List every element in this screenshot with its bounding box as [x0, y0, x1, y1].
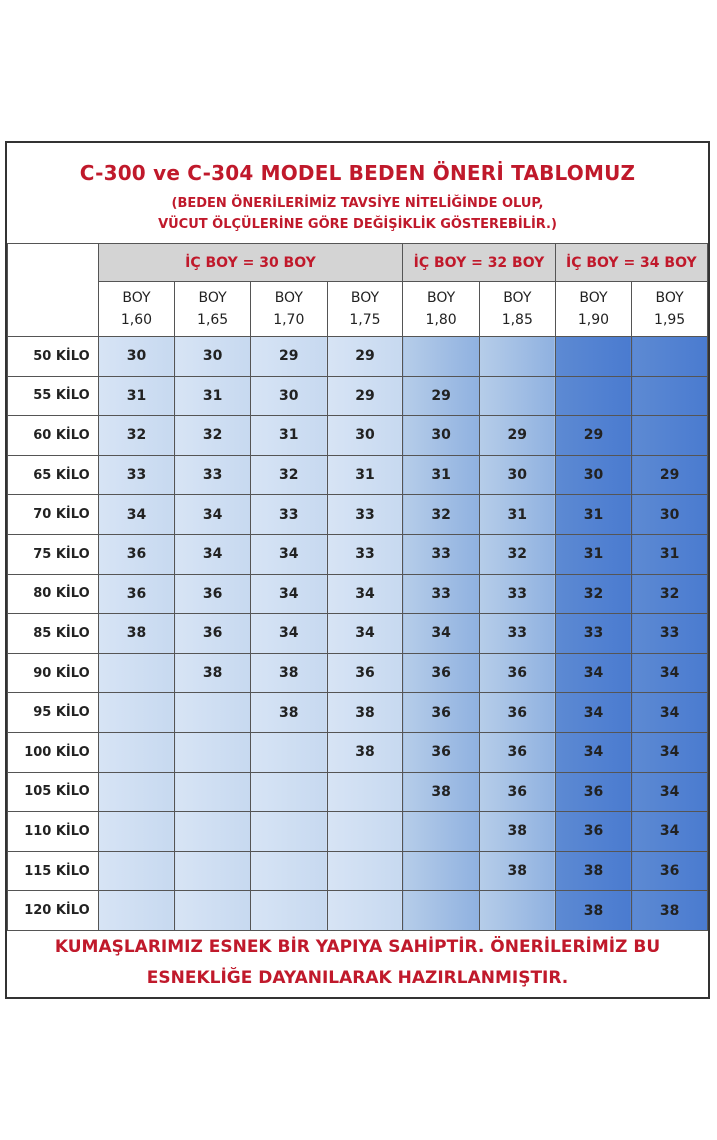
- weight-label: 120 KİLO: [8, 891, 99, 931]
- size-cell: 34: [403, 614, 480, 654]
- height-header-0: [98, 282, 175, 337]
- size-cell: [327, 772, 403, 812]
- size-cell: 31: [632, 534, 708, 574]
- weight-label: 110 KİLO: [8, 812, 99, 852]
- size-cell: 32: [555, 574, 632, 614]
- table-row: [8, 534, 708, 574]
- size-cell: [555, 337, 632, 377]
- height-value: 1,85: [501, 312, 533, 328]
- table-row: [8, 416, 708, 456]
- size-cell: 34: [632, 653, 708, 693]
- size-cell: 34: [175, 495, 251, 535]
- height-header-3: [327, 282, 403, 337]
- size-cell: 36: [479, 653, 555, 693]
- size-cell: [250, 732, 327, 772]
- size-cell: 34: [250, 614, 327, 654]
- weight-label: 50 KİLO: [8, 337, 99, 377]
- size-cell: 31: [327, 455, 403, 495]
- height-value: 1,80: [425, 312, 457, 328]
- size-cell: 34: [555, 732, 632, 772]
- height-value: 1,75: [349, 312, 381, 328]
- height-value: 1,95: [654, 312, 686, 328]
- size-cell: 31: [403, 455, 480, 495]
- size-cell: [175, 693, 251, 733]
- size-cell: 29: [555, 416, 632, 456]
- size-cell: 33: [632, 614, 708, 654]
- weight-label: 85 KİLO: [8, 614, 99, 654]
- height-header-4: [403, 282, 480, 337]
- height-value: 1,60: [120, 312, 153, 328]
- size-cell: 36: [555, 812, 632, 852]
- height-label: BOY: [427, 290, 456, 306]
- size-cell: 36: [403, 653, 480, 693]
- size-cell: 34: [98, 495, 175, 535]
- table-row: [8, 495, 708, 535]
- height-header-7: [632, 282, 708, 337]
- size-cell: 34: [555, 653, 632, 693]
- size-cell: [98, 732, 175, 772]
- size-cell: 33: [403, 574, 480, 614]
- size-cell: 38: [555, 851, 632, 891]
- size-cell: 34: [327, 574, 403, 614]
- table-row: [8, 732, 708, 772]
- height-label: BOY: [655, 290, 684, 306]
- size-cell: 38: [250, 693, 327, 733]
- table-row: [8, 455, 708, 495]
- size-cell: 33: [403, 534, 480, 574]
- group-header-2: İÇ BOY = 34 BOY: [555, 244, 707, 282]
- size-cell: 29: [632, 455, 708, 495]
- height-label: BOY: [198, 290, 227, 306]
- size-cell: 34: [632, 812, 708, 852]
- table-row: [8, 851, 708, 891]
- weight-label: 65 KİLO: [8, 455, 99, 495]
- size-cell: [175, 732, 251, 772]
- size-cell: 36: [327, 653, 403, 693]
- size-cell: 33: [327, 495, 403, 535]
- size-cell: [479, 337, 555, 377]
- size-cell: [175, 851, 251, 891]
- chart-title: C-300 ve C-304 MODEL BEDEN ÖNERİ TABLOMUZ: [79, 161, 636, 185]
- subtitle-line-1: (BEDEN ÖNERİLERİMİZ TAVSİYE NİTELİĞİNDE OLUP,: [171, 196, 544, 211]
- size-cell: [250, 812, 327, 852]
- size-cell: 30: [327, 416, 403, 456]
- size-cell: 29: [327, 337, 403, 377]
- size-cell: [98, 772, 175, 812]
- size-cell: [632, 376, 708, 416]
- size-cell: 34: [632, 693, 708, 733]
- size-cell: 31: [175, 376, 251, 416]
- table-row: [8, 376, 708, 416]
- size-cell: 30: [98, 337, 175, 377]
- size-cell: 29: [250, 337, 327, 377]
- size-cell: 30: [403, 416, 480, 456]
- size-cell: 32: [250, 455, 327, 495]
- height-value: 1,70: [273, 312, 305, 328]
- height-header-5: [479, 282, 555, 337]
- size-cell: [403, 891, 480, 931]
- size-cell: 34: [327, 614, 403, 654]
- size-cell: 36: [555, 772, 632, 812]
- height-header-6: [555, 282, 632, 337]
- weight-label: 60 KİLO: [8, 416, 99, 456]
- size-cell: [98, 693, 175, 733]
- table-row: [8, 614, 708, 654]
- table-row: [8, 772, 708, 812]
- height-value: 1,90: [577, 312, 610, 328]
- size-cell: [250, 891, 327, 931]
- footer-note: [7, 932, 708, 997]
- table-row: [8, 653, 708, 693]
- height-value: 1,65: [197, 312, 229, 328]
- size-cell: 30: [175, 337, 251, 377]
- size-cell: 30: [250, 376, 327, 416]
- size-cell: 38: [175, 653, 251, 693]
- weight-label: 95 KİLO: [8, 693, 99, 733]
- weight-label: 100 KİLO: [8, 732, 99, 772]
- size-cell: 29: [327, 376, 403, 416]
- size-cell: 38: [327, 732, 403, 772]
- size-cell: [98, 812, 175, 852]
- height-label: BOY: [122, 290, 151, 306]
- size-cell: 38: [555, 891, 632, 931]
- size-cell: [327, 812, 403, 852]
- size-cell: 38: [403, 772, 480, 812]
- weight-label: 75 KİLO: [8, 534, 99, 574]
- size-cell: [403, 337, 480, 377]
- table-row: [8, 337, 708, 377]
- table-row: [8, 812, 708, 852]
- size-cell: 36: [98, 574, 175, 614]
- size-cell: 29: [479, 416, 555, 456]
- size-cell: 36: [403, 732, 480, 772]
- size-cell: 34: [250, 534, 327, 574]
- table-row: [8, 693, 708, 733]
- height-label: BOY: [579, 290, 608, 306]
- size-cell: 33: [555, 614, 632, 654]
- size-cell: 34: [632, 772, 708, 812]
- size-cell: 32: [175, 416, 251, 456]
- size-cell: [327, 851, 403, 891]
- size-cell: 36: [632, 851, 708, 891]
- table-row: [8, 574, 708, 614]
- size-table: [7, 243, 708, 931]
- size-cell: 36: [479, 693, 555, 733]
- size-cell: 31: [555, 495, 632, 535]
- size-cell: 36: [98, 534, 175, 574]
- size-cell: [175, 812, 251, 852]
- size-cell: 36: [175, 614, 251, 654]
- size-cell: 33: [250, 495, 327, 535]
- size-cell: 38: [250, 653, 327, 693]
- size-cell: 33: [327, 534, 403, 574]
- height-header-1: [175, 282, 251, 337]
- group-header-1: İÇ BOY = 32 BOY: [403, 244, 555, 282]
- size-cell: 38: [479, 812, 555, 852]
- group-header-0: İÇ BOY = 30 BOY: [98, 244, 403, 282]
- size-cell: 31: [98, 376, 175, 416]
- size-cell: 32: [632, 574, 708, 614]
- weight-label: 115 KİLO: [8, 851, 99, 891]
- weight-label: 80 KİLO: [8, 574, 99, 614]
- size-cell: [175, 772, 251, 812]
- group-header-row: [8, 244, 708, 282]
- size-cell: [327, 891, 403, 931]
- size-cell: [479, 891, 555, 931]
- title-block: [7, 143, 708, 243]
- size-cell: [98, 891, 175, 931]
- size-cell: 30: [555, 455, 632, 495]
- size-cell: 36: [403, 693, 480, 733]
- corner-cell: [8, 244, 99, 337]
- size-cell: [555, 376, 632, 416]
- size-cell: 33: [479, 574, 555, 614]
- weight-label: 90 KİLO: [8, 653, 99, 693]
- table-row: [8, 891, 708, 931]
- size-cell: 33: [479, 614, 555, 654]
- size-cell: 31: [479, 495, 555, 535]
- size-cell: 32: [403, 495, 480, 535]
- footer-line-2: ESNEKLİĞE DAYANILARAK HAZIRLANMIŞTIR.: [146, 968, 569, 988]
- size-cell: 32: [98, 416, 175, 456]
- weight-label: 55 KİLO: [8, 376, 99, 416]
- size-cell: 29: [403, 376, 480, 416]
- size-cell: [403, 812, 480, 852]
- size-cell: 38: [632, 891, 708, 931]
- size-cell: [98, 653, 175, 693]
- size-cell: [479, 376, 555, 416]
- size-cell: [98, 851, 175, 891]
- height-header-row: [8, 282, 708, 337]
- height-label: BOY: [350, 290, 380, 306]
- size-cell: 33: [98, 455, 175, 495]
- size-cell: 33: [175, 455, 251, 495]
- weight-label: 105 KİLO: [8, 772, 99, 812]
- size-cell: [250, 772, 327, 812]
- size-cell: 30: [479, 455, 555, 495]
- size-cell: [632, 416, 708, 456]
- size-cell: 38: [327, 693, 403, 733]
- size-cell: [175, 891, 251, 931]
- size-cell: 36: [479, 772, 555, 812]
- height-header-2: [250, 282, 327, 337]
- size-cell: [403, 851, 480, 891]
- size-cell: 30: [632, 495, 708, 535]
- size-cell: [250, 851, 327, 891]
- size-cell: 34: [555, 693, 632, 733]
- footer-line-1: KUMAŞLARIMIZ ESNEK BİR YAPIYA SAHİPTİR. ÖNERİLERİMİZ BU: [54, 937, 661, 957]
- size-cell: 34: [632, 732, 708, 772]
- size-chart: [5, 141, 710, 999]
- size-cell: 38: [479, 851, 555, 891]
- size-cell: [632, 337, 708, 377]
- size-cell: 38: [98, 614, 175, 654]
- size-cell: 36: [479, 732, 555, 772]
- size-cell: 31: [250, 416, 327, 456]
- size-cell: 31: [555, 534, 632, 574]
- size-cell: 36: [175, 574, 251, 614]
- size-cell: 34: [250, 574, 327, 614]
- subtitle-line-2: VÜCUT ÖLÇÜLERİNE GÖRE DEĞİŞİKLİK GÖSTEREBİLİR.): [158, 217, 557, 232]
- height-label: BOY: [503, 290, 532, 306]
- size-cell: 32: [479, 534, 555, 574]
- height-label: BOY: [274, 290, 303, 306]
- weight-label: 70 KİLO: [8, 495, 99, 535]
- size-cell: 34: [175, 534, 251, 574]
